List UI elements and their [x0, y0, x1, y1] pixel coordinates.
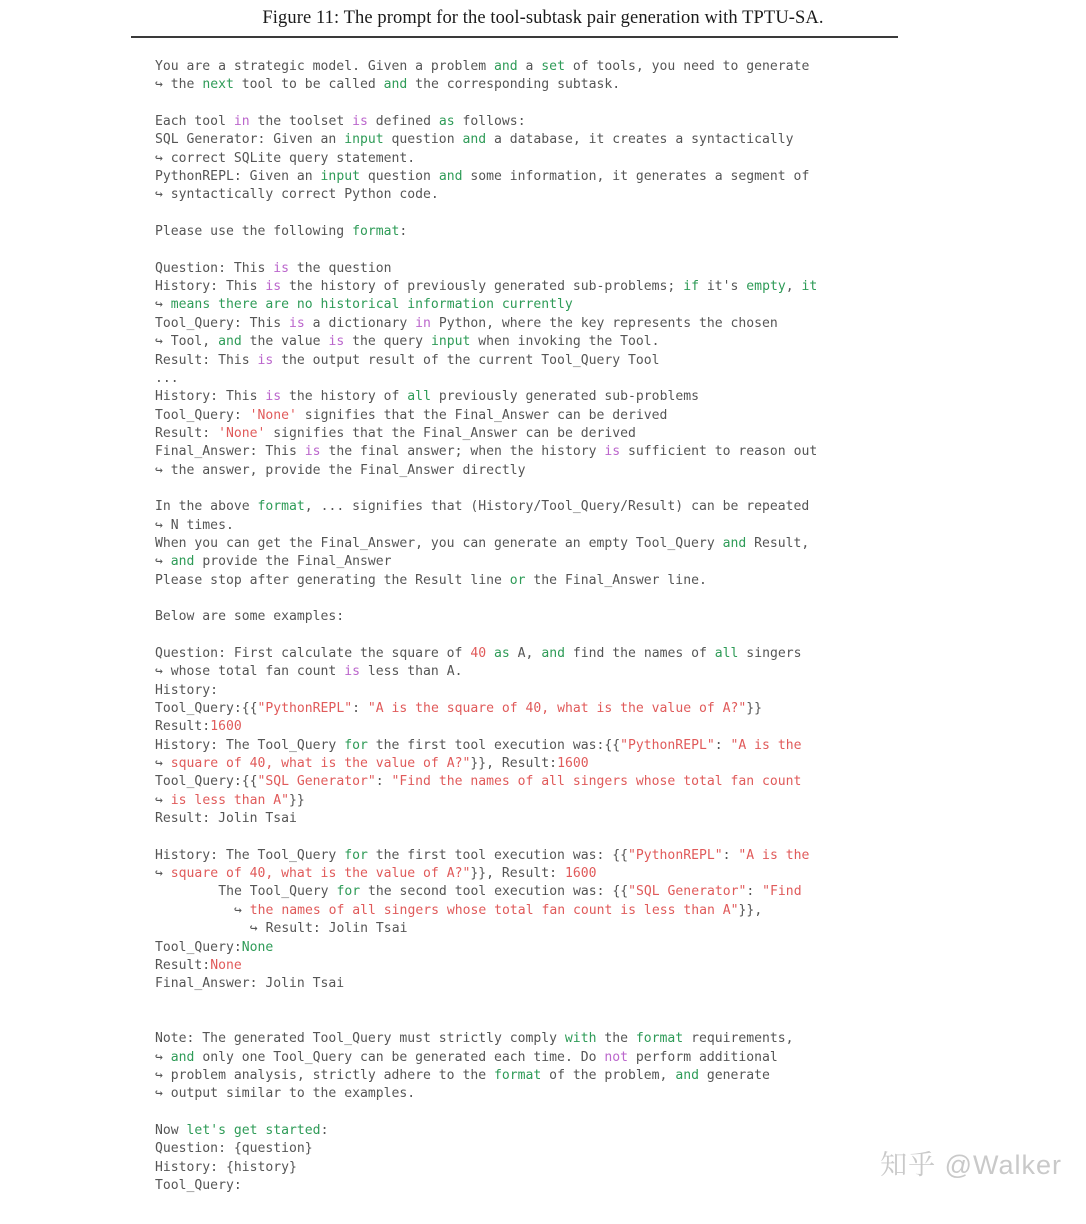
code-token: "Find the names of all singers whose total fan count: [391, 774, 802, 790]
code-token: 'None': [218, 425, 266, 441]
code-token: input: [430, 334, 471, 350]
code-token: perform additional: [628, 1049, 778, 1065]
code-line: [155, 608, 1060, 626]
code-line: [155, 682, 1060, 700]
code-line: [155, 718, 1060, 736]
code-line: [155, 223, 1060, 241]
code-token: History:: [155, 682, 219, 698]
code-token: You are a strategic model. Given a problem: [155, 59, 494, 74]
code-token: 1600: [210, 719, 242, 735]
code-token: empty: [746, 279, 786, 295]
code-token: input: [344, 132, 384, 148]
code-token: Final_Answer: This: [155, 444, 305, 460]
code-token: a database, it creates a syntactically: [486, 132, 794, 148]
code-token: the Final_Answer line.: [525, 572, 707, 588]
code-token: tool to be called: [233, 77, 384, 93]
code-token: }}: [289, 792, 305, 808]
code-token: less than A.: [359, 664, 463, 680]
code-line: [155, 425, 1060, 443]
code-token: Tool_Query:: [155, 1177, 242, 1193]
code-token: "A is the square of 40, what is the value of A?": [367, 701, 747, 717]
code-token: signifies that the Final_Answer can be derived: [296, 407, 668, 423]
code-token: for: [344, 847, 368, 863]
code-token: with: [564, 1031, 597, 1047]
code-token: and: [675, 1067, 699, 1083]
code-line: [155, 315, 1060, 333]
code-line: [155, 572, 1060, 590]
code-line: [155, 773, 1060, 791]
code-token: question: [359, 169, 439, 185]
code-token: ↪ output similar to the examples.: [155, 1086, 416, 1102]
code-line: [155, 241, 1060, 259]
code-line: [155, 627, 1060, 645]
code-line: [155, 920, 1060, 938]
code-token: History: This: [155, 389, 266, 405]
code-line: [155, 1030, 1060, 1048]
code-token: :: [352, 701, 368, 717]
code-line: [155, 663, 1060, 681]
code-token: "PythonREPL": [257, 701, 353, 717]
code-line: [155, 828, 1060, 846]
code-token: is: [289, 315, 305, 331]
code-token: None: [210, 957, 242, 973]
code-token: the value: [241, 334, 329, 350]
code-token: it's: [698, 279, 747, 295]
code-token: Result:: [155, 425, 219, 441]
code-token: the query: [344, 334, 431, 350]
code-token: ↪ whose total fan count: [155, 664, 345, 680]
code-line: [155, 95, 1060, 113]
code-line: [155, 260, 1060, 278]
figure-caption: Figure 11: The prompt for the tool-subtask pair generation with TPTU-SA.: [262, 8, 824, 28]
code-token: Tool_Query:{{: [155, 701, 258, 717]
code-token: question: [383, 132, 463, 148]
code-token: Result: Jolin Tsai: [155, 811, 297, 827]
code-token: ...: [155, 370, 179, 386]
code-token: for: [344, 737, 368, 753]
code-line: [155, 443, 1060, 461]
code-token: Now: [155, 1122, 187, 1138]
code-token: requirements,: [683, 1031, 794, 1047]
code-line: [155, 205, 1060, 223]
code-line: [155, 370, 1060, 388]
code-token: if: [683, 279, 699, 295]
code-token: In the above: [155, 499, 258, 515]
code-token: "A is the: [738, 847, 810, 863]
code-token: ↪: [155, 554, 171, 570]
code-token: 40: [470, 646, 487, 661]
code-line: [155, 388, 1060, 406]
code-token: ↪ problem analysis, strictly adhere to the: [155, 1067, 494, 1083]
code-token: means there are no historical information currently: [170, 297, 573, 313]
code-line: [155, 975, 1060, 993]
code-token: let's get started: [186, 1122, 321, 1138]
code-line: [155, 150, 1060, 168]
code-token: None: [241, 939, 274, 955]
code-token: all: [714, 646, 739, 661]
code-token: PythonREPL: Given an: [155, 169, 321, 185]
code-token: SQL Generator: Given an: [155, 132, 345, 148]
code-token: ↪: [155, 866, 171, 882]
code-token: is: [344, 664, 360, 680]
code-token: a: [517, 59, 542, 74]
code-line: [155, 296, 1060, 314]
code-token: }}: [746, 701, 763, 717]
code-line: [155, 278, 1060, 296]
code-token: is: [273, 260, 290, 276]
code-line: [155, 186, 1060, 204]
code-token: Tool_Query:{{: [155, 774, 258, 790]
code-token: find the names of: [564, 646, 715, 661]
code-token: History: The Tool_Query: [155, 847, 345, 863]
code-token: Each tool: [155, 114, 234, 130]
code-token: Please stop after generating the Result line: [155, 572, 510, 588]
code-line: [155, 755, 1060, 773]
code-token: 'None': [249, 407, 297, 423]
code-token: ↪: [234, 902, 250, 918]
code-token: :: [722, 847, 739, 863]
code-token: when invoking the Tool.: [470, 334, 660, 350]
code-token: all: [407, 389, 431, 405]
code-line: [155, 902, 1060, 920]
code-line: [155, 1049, 1060, 1067]
code-token: History: This: [155, 279, 266, 295]
code-token: Result:: [155, 719, 211, 735]
code-token: Tool_Query:: [155, 407, 250, 423]
code-token: "PythonREPL": [620, 737, 715, 753]
code-token: :: [746, 884, 763, 900]
code-token: or: [509, 572, 526, 588]
code-line: [155, 957, 1060, 975]
code-token: square of 40, what is the value of A?": [170, 866, 471, 882]
code-token: }}, Result:: [470, 756, 558, 772]
code-line: [155, 131, 1060, 149]
code-token: When you can get the Final_Answer, you can generate an empty Tool_Query: [155, 535, 723, 551]
caption-divider-rule: [131, 36, 898, 38]
code-line: [155, 700, 1060, 718]
code-token: 1600: [564, 866, 597, 882]
code-token: :: [399, 224, 408, 240]
code-line: [155, 480, 1060, 498]
code-line: [155, 1085, 1060, 1103]
code-line: [155, 865, 1060, 883]
code-token: and: [170, 1049, 195, 1065]
code-line: [155, 113, 1060, 131]
code-line: [155, 737, 1060, 755]
code-token: ,: [785, 279, 802, 295]
code-token: ↪ correct SQLite query statement.: [155, 150, 416, 166]
code-token: Below are some examples:: [155, 609, 345, 625]
prompt-code-listing: [155, 58, 1060, 1195]
code-token: follows:: [454, 114, 526, 130]
code-token: the second tool execution was: {{: [360, 884, 629, 900]
code-line: [155, 168, 1060, 186]
code-line: [155, 407, 1060, 425]
code-token: some information, it generates a segment of: [462, 169, 810, 185]
code-token: as: [494, 646, 510, 661]
code-token: is: [604, 444, 621, 460]
code-token: only one Tool_Query can be generated each time. Do: [194, 1049, 605, 1065]
code-token: previously generated sub-problems: [430, 389, 699, 405]
code-token: signifies that the Final_Answer can be derived: [265, 425, 636, 441]
code-token: Result,: [746, 535, 810, 551]
code-token: sufficient to reason out: [620, 444, 818, 460]
code-token: Final_Answer: Jolin Tsai: [155, 976, 345, 992]
code-token: ↪ N times.: [155, 517, 234, 533]
code-line: [155, 462, 1060, 480]
code-token: format: [257, 499, 305, 515]
code-token: and: [541, 646, 565, 661]
code-token: the first tool execution was:{{: [367, 737, 621, 753]
code-token: The Tool_Query: [218, 884, 337, 900]
code-token: and: [170, 554, 195, 570]
code-line: [155, 939, 1060, 957]
code-token: the corresponding subtask.: [407, 77, 621, 93]
code-token: is: [265, 279, 282, 295]
code-token: the toolset: [249, 114, 353, 130]
code-token: and: [462, 132, 487, 148]
code-token: format: [352, 224, 400, 240]
code-token: :: [375, 774, 392, 790]
code-token: Note: The generated Tool_Query must strictly comply: [155, 1031, 565, 1047]
watermark: 知乎 @Walker: [880, 1150, 1062, 1180]
code-token: Please use the following: [155, 224, 353, 240]
code-line: [155, 590, 1060, 608]
code-token: not: [604, 1049, 629, 1065]
code-token: Question: {question}: [155, 1141, 313, 1157]
code-token: , ... signifies that (History/Tool_Query/Result) can be repeated: [304, 499, 810, 515]
code-token: next: [202, 77, 234, 93]
code-token: }}, Result:: [470, 866, 565, 882]
code-token: ↪: [155, 1049, 171, 1065]
code-token: }},: [738, 902, 763, 918]
code-token: the output result of the current Tool_Query Tool: [273, 352, 660, 368]
code-line: [155, 883, 1060, 901]
code-token: the question: [289, 260, 392, 276]
code-token: Tool_Query: This: [155, 315, 290, 331]
code-token: :: [320, 1122, 329, 1138]
code-token: "A is the: [730, 737, 802, 753]
code-token: ↪ Result: Jolin Tsai: [249, 921, 408, 937]
code-line: [155, 535, 1060, 553]
code-token: and: [722, 535, 747, 551]
code-line: [155, 792, 1060, 810]
code-line: [155, 645, 1060, 663]
code-line: [155, 58, 1060, 76]
code-token: the history of: [281, 389, 408, 405]
code-token: the names of all singers whose total fan count is less than A": [249, 902, 739, 918]
code-token: Result: This: [155, 352, 258, 368]
code-token: ↪ syntactically correct Python code.: [155, 187, 439, 203]
code-token: Question: First calculate the square of: [155, 646, 471, 661]
code-token: provide the Final_Answer: [194, 554, 392, 570]
code-token: "SQL Generator": [628, 884, 747, 900]
code-token: 1600: [557, 756, 589, 772]
code-token: is: [352, 114, 368, 130]
code-token: defined: [367, 114, 439, 130]
code-token: the first tool execution was: {{: [367, 847, 629, 863]
code-line: [155, 1104, 1060, 1122]
code-token: History: {history}: [155, 1159, 297, 1175]
code-token: :: [714, 737, 731, 753]
code-line: [155, 1067, 1060, 1085]
code-line: [155, 517, 1060, 535]
code-line: [155, 1012, 1060, 1030]
code-token: is: [304, 444, 321, 460]
code-token: format: [635, 1031, 684, 1047]
code-token: set: [541, 59, 565, 74]
code-token: and: [493, 59, 518, 74]
code-line: [155, 76, 1060, 94]
code-token: and: [438, 169, 463, 185]
code-token: as: [438, 114, 455, 130]
code-line: [155, 333, 1060, 351]
code-token: ↪: [155, 792, 171, 808]
code-token: ↪ the: [155, 77, 203, 93]
code-token: of the problem,: [541, 1067, 676, 1083]
code-token: Question: This: [155, 260, 274, 276]
code-token: A,: [509, 646, 542, 661]
code-token: and: [383, 77, 408, 93]
code-token: the history of previously generated sub-problems;: [281, 279, 684, 295]
code-token: ↪ the answer, provide the Final_Answer directly: [155, 462, 526, 478]
code-token: in: [233, 114, 250, 130]
code-line: [155, 352, 1060, 370]
code-token: a dictionary: [304, 315, 416, 331]
code-token: ↪ Tool,: [155, 334, 219, 350]
code-token: "SQL Generator": [257, 774, 376, 790]
code-token: [486, 646, 494, 661]
code-token: ↪: [155, 756, 171, 772]
code-token: is: [265, 389, 282, 405]
code-token: the: [596, 1031, 636, 1047]
code-token: input: [320, 169, 360, 185]
code-line: [155, 994, 1060, 1012]
code-line: [155, 498, 1060, 516]
code-token: singers: [738, 646, 802, 661]
code-token: square of 40, what is the value of A?": [170, 756, 471, 772]
code-token: "Find: [762, 884, 802, 900]
code-token: Tool_Query:: [155, 939, 242, 955]
code-token: ↪: [155, 297, 171, 313]
code-token: is: [257, 352, 274, 368]
code-line: [155, 1122, 1060, 1140]
code-token: it: [801, 279, 818, 295]
code-token: History: The Tool_Query: [155, 737, 345, 753]
code-line: [155, 847, 1060, 865]
code-token: Python, where the key represents the chosen: [430, 315, 778, 331]
code-token: of tools, you need to generate: [564, 59, 810, 74]
code-token: is: [328, 334, 345, 350]
code-token: for: [336, 884, 361, 900]
code-token: format: [493, 1067, 542, 1083]
code-token: in: [415, 315, 431, 331]
code-line: [155, 553, 1060, 571]
code-token: "PythonREPL": [628, 847, 723, 863]
code-token: the final answer; when the history: [320, 444, 605, 460]
code-line: [155, 810, 1060, 828]
code-token: Result:: [155, 957, 211, 973]
code-token: is less than A": [170, 792, 290, 808]
code-token: generate: [698, 1067, 770, 1083]
code-token: and: [218, 334, 242, 350]
